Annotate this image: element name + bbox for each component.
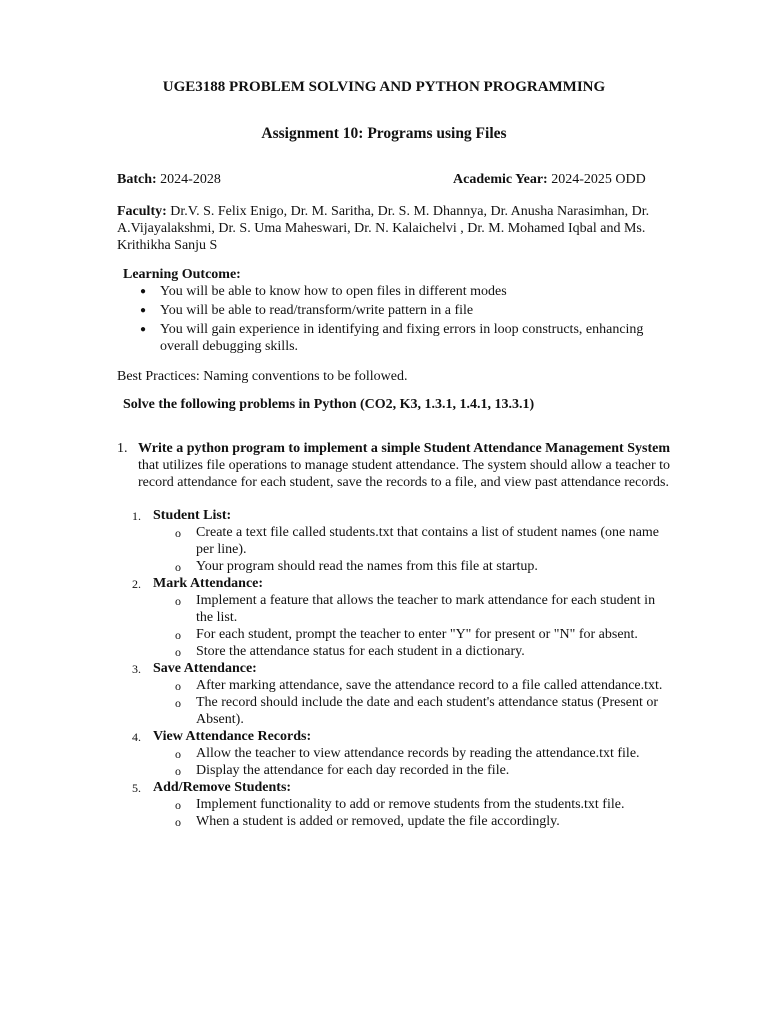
section-student-list: [117, 507, 670, 575]
section-number: 2.: [132, 577, 141, 591]
list-item: o After marking attendance, save the attendance record to a file called attendance.txt.: [175, 678, 663, 693]
list-item: ● You will be able to know how to open files in different modes: [140, 284, 507, 299]
academic-year-line: [453, 171, 646, 188]
section-heading: Mark Attendance:: [153, 576, 264, 591]
question-number: 1.: [117, 441, 128, 456]
circle-bullet-icon: o: [175, 764, 181, 778]
section-items: [117, 745, 670, 779]
question-rest: that utilizes file operations to manage student attendance. The system should allow a teacher to record attendance for each student, save the records to a file, and view past attendance records.: [138, 458, 670, 490]
learning-outcome-heading: Learning Outcome:: [123, 267, 241, 282]
list-item: o Allow the teacher to view attendance records by reading the attendance.txt file.: [175, 746, 640, 761]
circle-bullet-icon: o: [175, 696, 181, 710]
course-title: UGE3188 PROBLEM SOLVING AND PYTHON PROGRAMMING: [162, 79, 606, 95]
question-text: [138, 440, 670, 491]
question-1: [117, 440, 670, 491]
section-add-remove: [117, 779, 670, 830]
faculty-paragraph: [117, 203, 677, 254]
list-item: o Create a text file called students.txt that contains a list of student names (one name per line).: [175, 525, 660, 557]
section-heading: Add/Remove Students:: [153, 780, 292, 795]
circle-bullet-icon: o: [175, 526, 181, 540]
circle-bullet-icon: o: [175, 594, 181, 608]
assignment-title: Assignment 10: Programs using Files: [261, 125, 507, 142]
circle-bullet-icon: o: [175, 560, 181, 574]
section-save-attendance: [117, 660, 670, 728]
batch-value: 2024-2028: [156, 172, 221, 187]
section-heading: Student List:: [153, 508, 232, 523]
question-sections: [117, 507, 670, 830]
list-item: ● You will gain experience in identifying and fixing errors in loop constructs, enhancing overall debugging skills.: [140, 322, 644, 354]
best-practices: Best Practices: Naming conventions to be followed.: [117, 369, 408, 384]
list-item: o Store the attendance status for each student in a dictionary.: [175, 644, 525, 659]
batch-label: Batch:: [117, 172, 157, 187]
section-items: [117, 524, 670, 575]
circle-bullet-icon: o: [175, 815, 181, 829]
list-item: o Implement a feature that allows the teacher to mark attendance for each student in the list.: [175, 593, 656, 625]
academic-year-value: 2024-2025 ODD: [547, 172, 646, 187]
section-heading: View Attendance Records:: [153, 729, 312, 744]
list-item: o When a student is added or removed, update the file accordingly.: [175, 814, 560, 829]
faculty-label: Faculty:: [117, 204, 167, 219]
circle-bullet-icon: o: [175, 645, 181, 659]
circle-bullet-icon: o: [175, 747, 181, 761]
list-item: o Implement functionality to add or remove students from the students.txt file.: [175, 797, 625, 812]
list-item: o Display the attendance for each day recorded in the file.: [175, 763, 510, 778]
circle-bullet-icon: o: [175, 679, 181, 693]
section-number: 5.: [132, 781, 141, 795]
list-item: ● You will be able to read/transform/write pattern in a file: [140, 303, 474, 318]
section-items: [117, 677, 670, 728]
batch-line: [117, 171, 221, 188]
circle-bullet-icon: o: [175, 628, 181, 642]
section-items: [117, 592, 670, 660]
section-number: 3.: [132, 662, 141, 676]
section-view-records: [117, 728, 670, 779]
section-mark-attendance: [117, 575, 670, 660]
faculty-names: Dr.V. S. Felix Enigo, Dr. M. Saritha, Dr. S. M. Dhannya, Dr. Anusha Narasimhan, Dr. A.Vijayalakshmi, Dr. S. Uma Maheswari, Dr. N. Kalaichelvi , Dr. M. Mohamed Iqbal and Ms. Krithikha Sanju S: [117, 204, 650, 253]
bullet-icon: ●: [140, 286, 147, 297]
section-number: 4.: [132, 730, 141, 744]
bullet-icon: ●: [140, 324, 147, 335]
circle-bullet-icon: o: [175, 798, 181, 812]
question-lead: Write a python program to implement a simple Student Attendance Management System: [138, 441, 670, 456]
section-items: [117, 796, 670, 830]
list-item: o The record should include the date and each student's attendance status (Present or Absent).: [175, 695, 659, 727]
learning-outcome-list: [138, 283, 678, 357]
list-item: o Your program should read the names from this file at startup.: [175, 559, 538, 574]
solve-heading: Solve the following problems in Python (CO2, K3, 1.3.1, 1.4.1, 13.3.1): [123, 397, 535, 412]
bullet-icon: ●: [140, 305, 147, 316]
section-heading: Save Attendance:: [153, 661, 257, 676]
academic-year-label: Academic Year:: [453, 172, 548, 187]
list-item: o For each student, prompt the teacher to enter "Y" for present or "N" for absent.: [175, 627, 638, 642]
section-number: 1.: [132, 509, 141, 523]
